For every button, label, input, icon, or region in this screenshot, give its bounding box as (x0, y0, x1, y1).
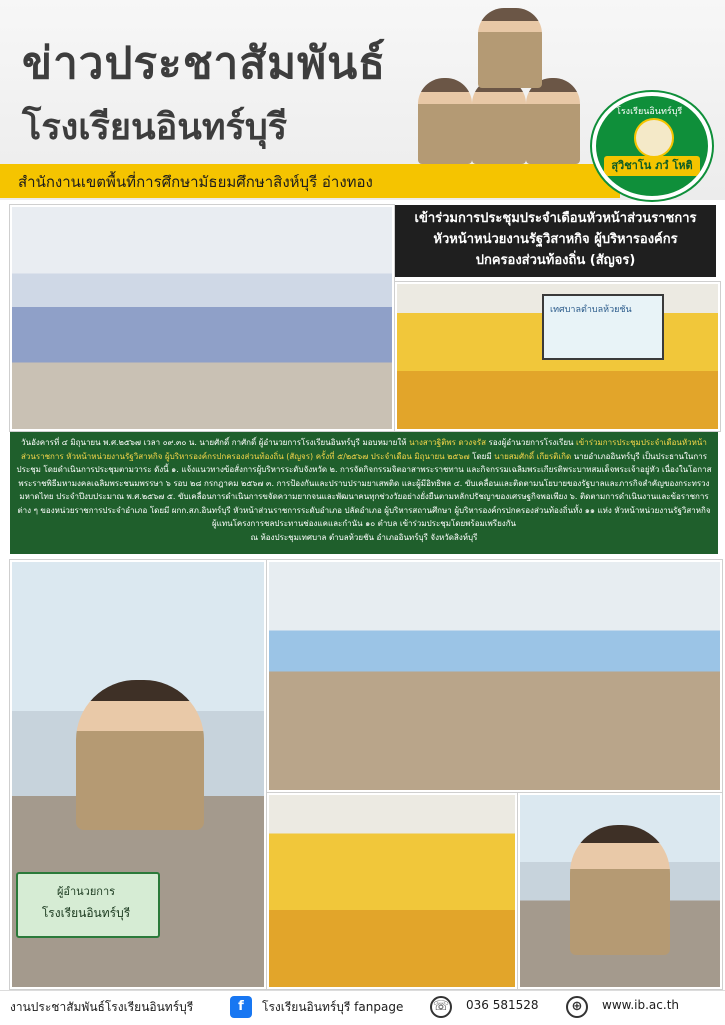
office-name: สำนักงานเขตพื้นที่การศึกษามัธยมศึกษาสิงห์บุรี อ่างทอง (18, 173, 373, 191)
logo-text: โรงเรียนอินทร์บุรี (616, 107, 683, 117)
emblem-icon (634, 118, 674, 158)
person-figure (76, 680, 204, 830)
page-title: ข่าวประชาสัมพันธ์ (22, 38, 387, 89)
body-text: นายอำเภออินทร์บุรี เป็นประธานในการประชุม โดยดำเนินการประชุมตามวาระ ดังนี้ ๑. แจ้งแนวทางข้อสั่งการผู้บริหารระดับจังหวัด ๒. การจัดกิจกรรมจิตอาสาพระราชทาน และกิจกรรมเฉลิมพระเกียรติพระบาทสมเด็จพระเจ้าอยู่หัว เนื่องในโอกาสพระราชพิธีมหามงคลเฉลิมพระชนมพรรษา ๖ รอบ ๒๘ กรกฎาคม ๒๕๖๗ ๓. การป้องกันและปราบปรามยาเสพติด และผู้มีอิทธิพล ๔. ขับเคลื่อนและติดตามนโยบายของรัฐบาลและภารกิจสำคัญของกระทรวงมหาดไทย ประจำปีงบประมาณ พ.ศ.๒๕๖๗ ๕. ขับเคลื่อนการดำเนินการขจัดความยากจนและพัฒนาคนทุกช่วงวัยอย่างยั่งยืนตามหลักปรัชญาของเศรษฐกิจพอเพียง ๖. ติดตามการดำเนินงานและข้อราชการต่าง ๆ ของหน่วยราชการประจำอำเภอ โดยมี ผกก.สภ.อินทร์บุรี หัวหน้าส่วนราชการระดับอำเภอ ปลัดอำเภอ ผู้บริหารสถานศึกษา ผู้บริหารองค์กรปกครองส่วนท้องถิ่นทั้ง ๑๑ แห่ง หัวหน้าหน่วยงานรัฐวิสาหกิจ ผู้แทนโครงการชลประทานช่องแคและกำนัน ๑๐ ตำบล เข้าร่วมประชุมโดยพร้อมเพรียงกัน (16, 451, 712, 528)
officer-photo (472, 78, 526, 164)
footer-department: งานประชาสัมพันธ์โรงเรียนอินทร์บุรี (10, 1000, 194, 1014)
body-highlight: นายสมศักดิ์ เกียรติเกิด (494, 451, 572, 461)
headline-line: หัวหน้าหน่วยงานรัฐวิสาหกิจ ผู้บริหารองค์กร (433, 232, 678, 247)
projector-screen (542, 294, 664, 360)
officer-photo (418, 78, 472, 164)
phone-icon: ☏ (430, 996, 452, 1018)
body-text: โดยมี (472, 451, 492, 461)
body-text: รองผู้อำนวยการโรงเรียน (488, 438, 574, 447)
person-figure (570, 825, 670, 955)
meeting-photo-room (267, 560, 722, 792)
phone-number[interactable]: 036 581528 (466, 998, 539, 1012)
website-link[interactable]: www.ib.ac.th (602, 998, 679, 1012)
meeting-photo-stage (395, 282, 720, 431)
body-highlight: นางสาวฐิติพร ดวงจรัส (409, 438, 486, 447)
school-name: โรงเรียนอินทร์บุรี (22, 107, 288, 148)
school-logo (592, 92, 712, 200)
meeting-photo-hall (267, 793, 517, 989)
facebook-link[interactable]: โรงเรียนอินทร์บุรี fanpage (262, 1000, 404, 1014)
facebook-icon[interactable]: f (230, 996, 252, 1018)
officer-photo (526, 78, 580, 164)
body-highlight: เข้าร่วมการประชุมประจำเดือนหัวหน้าส่วนราชการ หัวหน้าหน่วยงานรัฐวิสาหกิจ ผู้บริหารองค์กรปกครองส่วนท้องถิ่น (สัญจร) ครั้งที่ ๕/๒๕๖๗ ประจำเดือน มิถุนายน ๒๕๖๗ (20, 438, 707, 461)
globe-icon: ⊕ (566, 996, 588, 1018)
director-photo (478, 8, 542, 88)
logo-motto: สุวิชาโน ภวํ โหติ (604, 156, 700, 176)
headline (395, 208, 716, 271)
nameplate-title: ผู้อำนวยการ (56, 885, 116, 898)
speaker-photo (518, 793, 722, 989)
headline-line: ปกครองส่วนท้องถิ่น (สัญจร) (475, 253, 636, 268)
nameplate-school: โรงเรียนอินทร์บุรี (41, 906, 131, 920)
body-location: ณ ห้องประชุมเทศบาล ตำบลห้วยชัน อำเภออินทร์บุรี จังหวัดสิงห์บุรี (250, 532, 478, 542)
headline-line: เข้าร่วมการประชุมประจำเดือนหัวหน้าส่วนราชการ (414, 211, 697, 226)
meeting-photo-wide (10, 205, 394, 431)
screen-label: เทศบาลตำบลห้วยชัน (550, 305, 632, 315)
body-text: วันอังคารที่ ๔ มิถุนายน พ.ศ.๒๕๖๗ เวลา ๐๙.๓๐ น. นายศักดิ์ กาศักดิ์ ผู้อำนวยการโรงเรียนอินทร์บุรี มอบหมายให้ (21, 438, 407, 447)
news-body (14, 436, 714, 544)
